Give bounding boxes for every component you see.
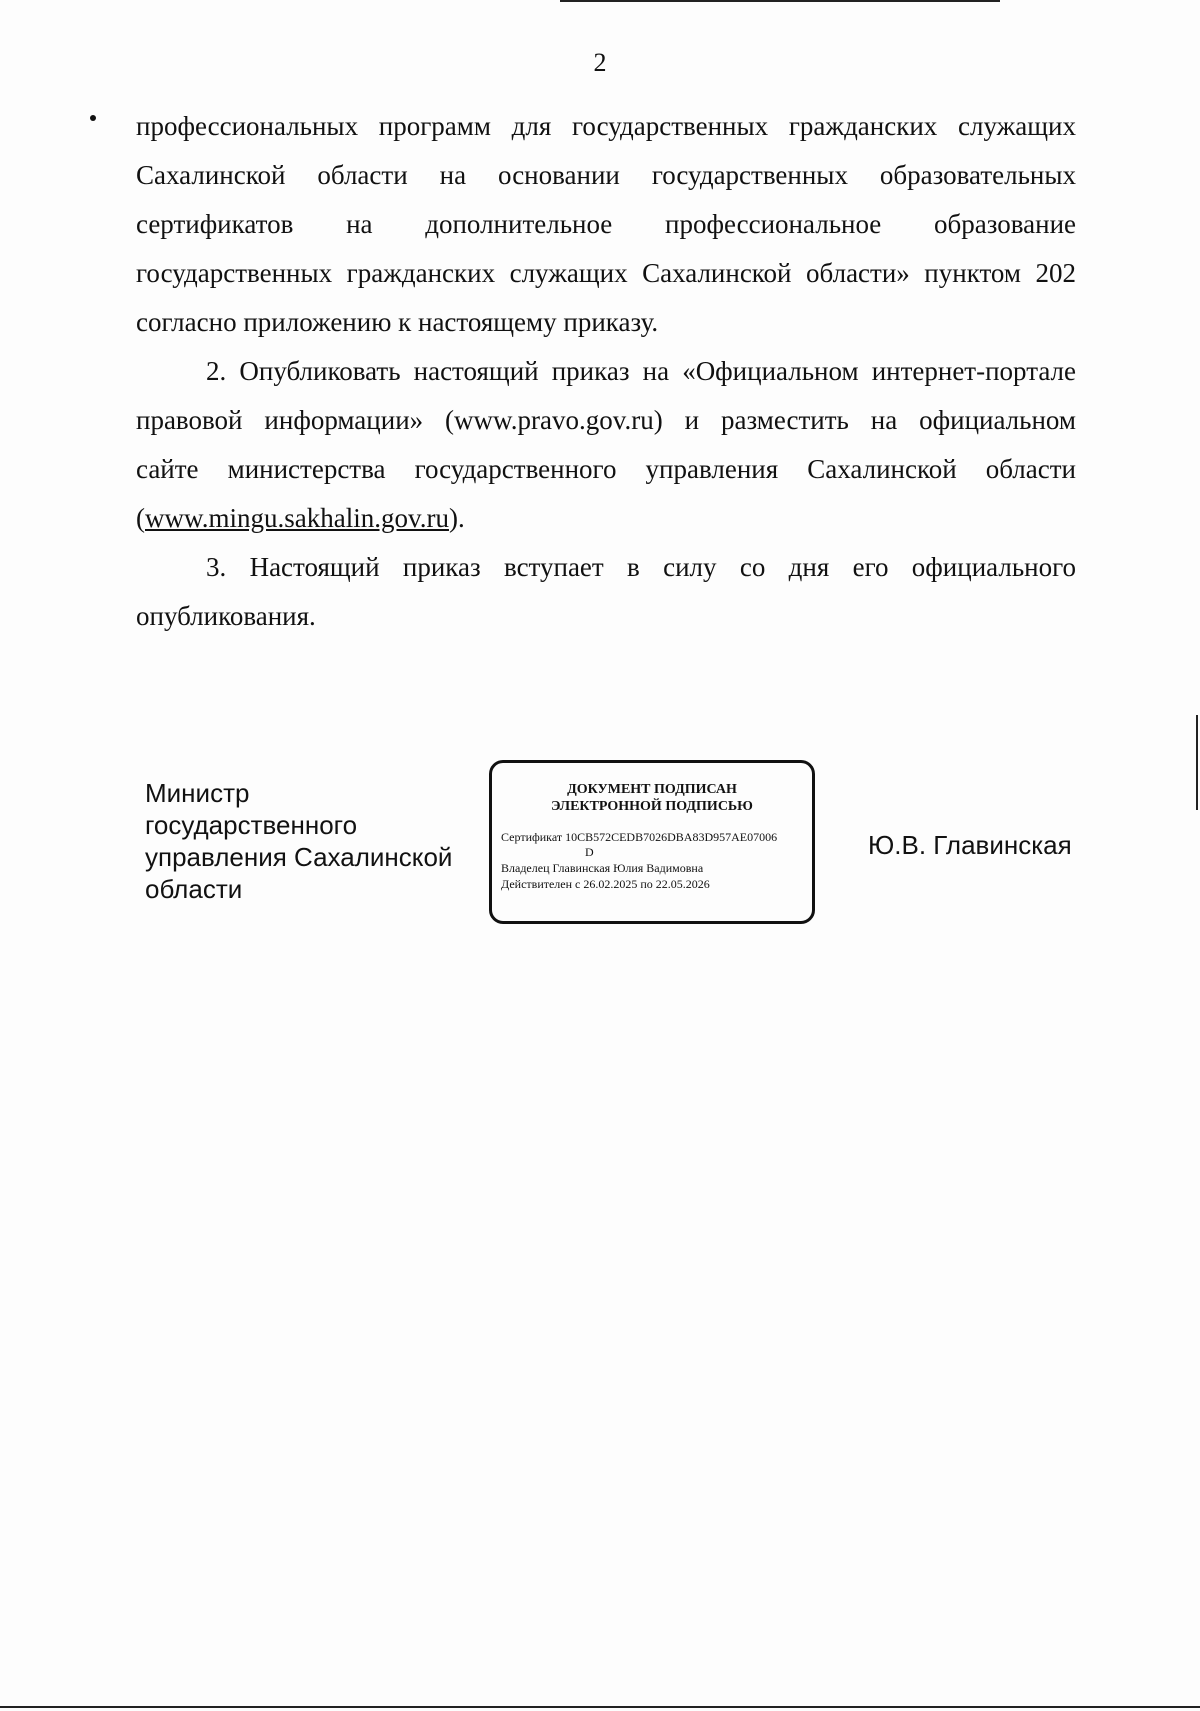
stamp-owner (492, 860, 812, 876)
signatory-line: управления Сахалинской (145, 842, 453, 872)
text-line (136, 494, 1076, 543)
stamp-title-line: ДОКУМЕНТ ПОДПИСАН (567, 782, 737, 797)
paragraph-3 (136, 543, 1076, 641)
text-line: государственных гражданских служащих Сахалинской области» пунктом 202 (136, 258, 1076, 288)
scan-edge-line (1196, 715, 1198, 810)
scan-edge-line (560, 0, 1000, 2)
scan-edge-line (0, 1706, 1200, 1708)
text-line: правовой информации» (www.pravo.gov.ru) и разместить на официальном (136, 405, 1076, 435)
owner-label: Владелец (501, 861, 550, 875)
stamp-certificate (492, 830, 812, 860)
valid-value: с 26.02.2025 по 22.05.2026 (575, 877, 710, 891)
link-close-paren: ). (448, 503, 465, 533)
text-line: сайте министерства государственного управления Сахалинской области (136, 454, 1076, 484)
text-line: профессиональных программ для государственных гражданских служащих (136, 111, 1076, 141)
page-number: 2 (593, 48, 607, 77)
text-line: 3. Настоящий приказ вступает в силу со дня его официального (206, 552, 1076, 582)
valid-label: Действителен (501, 877, 573, 891)
paragraph-2 (136, 347, 1076, 543)
paragraph-1 (136, 102, 1076, 347)
text-line: согласно приложению к настоящему приказу. (136, 307, 659, 337)
owner-value: Главинская Юлия Вадимовна (552, 861, 704, 875)
text-line: 2. Опубликовать настоящий приказ на «Официальном интернет-портале (206, 356, 1076, 386)
text-line: опубликования. (136, 601, 316, 631)
cert-value: 10CB572CEDB7026DBA83D957AE07006 (565, 830, 778, 844)
text-line: Сахалинской области на основании государственных образовательных (136, 160, 1076, 190)
scan-mark (90, 115, 96, 121)
stamp-title (492, 781, 812, 815)
cert-label: Сертификат (501, 830, 563, 844)
text-line: сертификатов на дополнительное профессиональное образование (136, 209, 1076, 239)
signatory-title (145, 777, 452, 905)
link-open-paren: ( (136, 503, 145, 533)
signatory-line: государственного (145, 810, 358, 840)
electronic-signature-stamp (489, 760, 815, 924)
mingu-website-link[interactable]: www.mingu.sakhalin.gov.ru (145, 503, 449, 533)
cert-value-cont: D (585, 845, 594, 859)
signatory-line: области (145, 874, 243, 904)
body-text (136, 102, 1076, 641)
stamp-validity (492, 876, 812, 892)
signatory-line: Министр (145, 778, 250, 808)
stamp-title-line: ЭЛЕКТРОННОЙ ПОДПИСЬЮ (551, 799, 753, 814)
signer-name: Ю.В. Главинская (868, 830, 1072, 860)
